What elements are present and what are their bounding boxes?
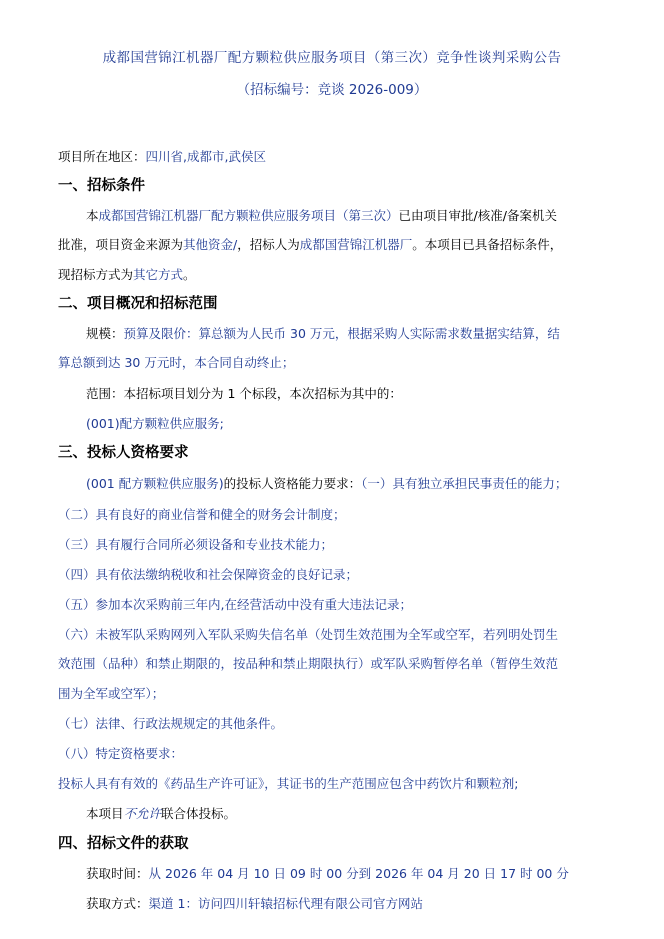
acquire-time-label: 获取时间： xyxy=(86,866,149,881)
qualification-7: （七）法律、行政法规规定的其他条件。 xyxy=(58,716,284,731)
project-name: 成都国营锦江机器厂配方颗粒供应服务项目（第三次） xyxy=(98,208,399,223)
s1-text: 现招标方式为 xyxy=(58,267,134,282)
s1-text: 本 xyxy=(86,208,99,223)
fund-source: 其他资金/ xyxy=(183,237,238,252)
lot-name: (001 配方颗粒供应服务) xyxy=(86,476,224,491)
qualification-2: （二）具有良好的商业信誉和健全的财务会计制度； xyxy=(58,507,346,522)
s3-text: 的投标人资格能力要求： xyxy=(223,476,362,491)
s1-text: 已由项目审批/核准/备案机关 xyxy=(398,208,557,223)
tender-method: 其它方式 xyxy=(133,267,184,282)
acquire-time-value: 从 2026 年 04 月 10 日 09 时 00 分到 2026 年 04 月 20 日 17 时 00 分 xyxy=(148,866,569,881)
section-4-heading: 四、招标文件的获取 xyxy=(58,836,189,852)
qualification-8: （八）特定资格要求： xyxy=(58,746,184,761)
tender-number-prefix: （招标编号： xyxy=(236,82,318,98)
s1-line-2 xyxy=(58,235,606,255)
tenderer-name: 成都国营锦江机器厂 xyxy=(299,237,413,252)
project-location xyxy=(58,147,606,167)
acquire-method-label: 获取方式： xyxy=(86,896,149,911)
consortium-note xyxy=(86,804,606,824)
qualification-6-line-2: 效范围（品种）和禁止期限的，按品种和禁止期限执行）或军队采购暂停名单（暂停生效范 xyxy=(58,656,559,671)
s2-spec-line-2: 算总额到达 30 万元时，本合同自动终止； xyxy=(58,355,295,370)
location-value: 四川省,成都市,武侯区 xyxy=(145,149,266,164)
tender-number xyxy=(0,78,664,98)
tender-number-code: 竞谈 2026-009 xyxy=(317,82,414,98)
s1-line-1 xyxy=(86,206,606,226)
s2-spec-line-1 xyxy=(86,324,606,344)
qualification-1: （一）具有独立承担民事责任的能力； xyxy=(361,476,568,491)
location-label: 项目所在地区： xyxy=(58,149,146,164)
s1-text: 。 xyxy=(183,267,196,282)
qualification-5: （五）参加本次采购前三年内,在经营活动中没有重大违法记录； xyxy=(58,597,412,612)
spec-text: 预算及限价：算总额为人民币 30 万元，根据采购人实际需求数量据实结算，结 xyxy=(123,326,560,341)
acquire-time xyxy=(86,864,606,884)
section-3-heading: 三、投标人资格要求 xyxy=(58,445,189,461)
s1-line-3 xyxy=(58,265,606,285)
s3-intro xyxy=(86,474,606,494)
s3-text: 联合体投标。 xyxy=(161,806,237,821)
spec-label: 规模： xyxy=(86,326,124,341)
acquire-method-value: 渠道 1：访问四川轩辕招标代理有限公司官方网站 xyxy=(148,896,423,911)
tender-number-suffix: ） xyxy=(413,82,428,98)
s1-text: 批准，项目资金来源为 xyxy=(58,237,184,252)
page-title: 成都国营锦江机器厂配方颗粒供应服务项目（第三次）竞争性谈判采购公告 xyxy=(102,50,562,66)
qualification-3: （三）具有履行合同所必须设备和专业技术能力； xyxy=(58,537,334,552)
qualification-6-line-1: （六）未被军队采购网列入军队采购失信名单（处罚生效范围为全军或空军，若列明处罚生 xyxy=(58,627,559,642)
qualification-6-line-3: 围为全军或空军）； xyxy=(58,686,165,701)
acquire-method xyxy=(86,894,606,914)
s3-text: 本项目 xyxy=(86,806,124,821)
section-1-heading: 一、招标条件 xyxy=(58,178,145,194)
s2-scope: 范围：本招标项目划分为 1 个标段，本次招标为其中的： xyxy=(86,386,402,401)
qualification-8-text: 投标人具有有效的《药品生产许可证》，其证书的生产范围应包含中药饮片和颗粒剂; xyxy=(58,776,519,791)
qualification-4: （四）具有依法缴纳税收和社会保障资金的良好记录； xyxy=(58,567,359,582)
s1-text: 。本项目已具备招标条件， xyxy=(412,237,563,252)
s1-text: ，招标人为 xyxy=(237,237,300,252)
section-2-heading: 二、项目概况和招标范围 xyxy=(58,296,218,312)
consortium-status: 不允许 xyxy=(123,806,162,821)
s2-lot: (001)配方颗粒供应服务; xyxy=(86,416,224,431)
